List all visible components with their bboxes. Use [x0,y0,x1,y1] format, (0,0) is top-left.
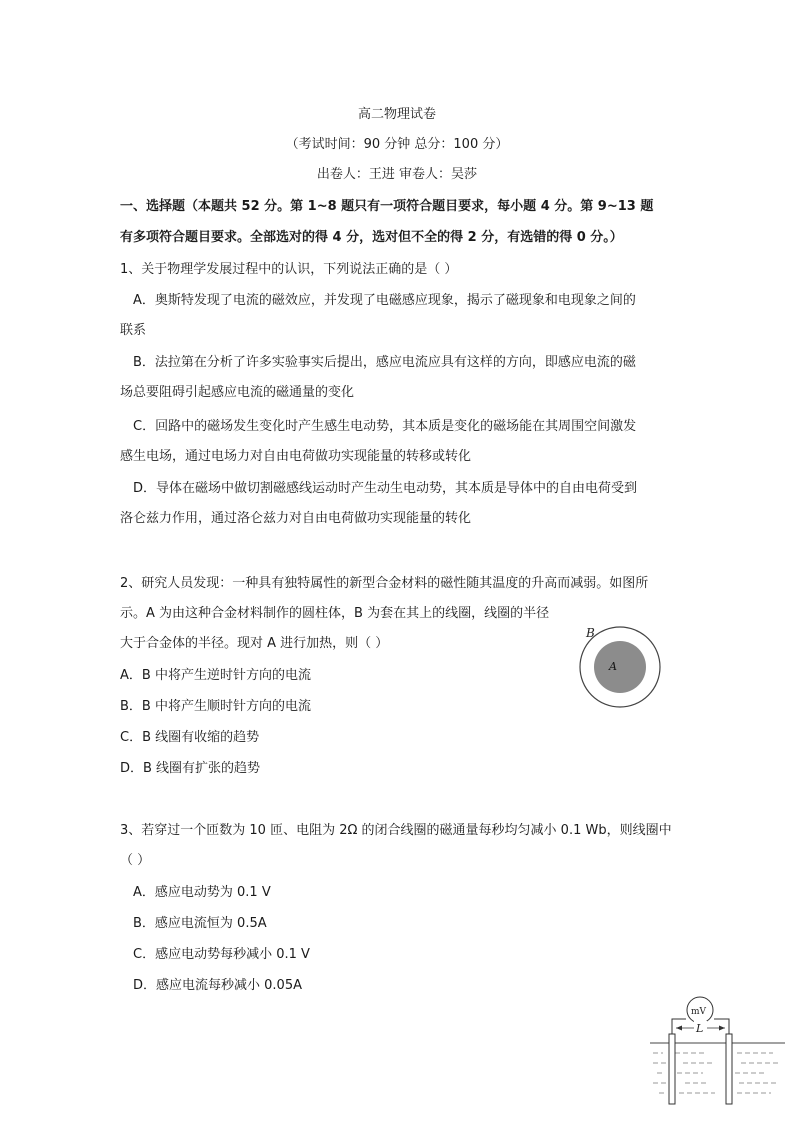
electrodes-figure [645,988,790,1108]
q3-option-b: B．感应电流恒为 0.5A [133,916,267,931]
q3-option-a: A．感应电动势为 0.1 V [133,885,271,900]
q3-option-c: C．感应电动势每秒减小 0.1 V [133,947,310,962]
coil-cylinder-figure [574,622,674,712]
length-label: L [696,1022,704,1035]
author-info: 出卷人：王进 审卷人：吴莎 [316,167,478,182]
page-title: 高二物理试卷 [357,107,436,122]
q1-option-d-line-1: D．导体在磁场中做切割磁感线运动时产生动生电动势，其本质是导体中的自由电荷受到 [133,481,638,496]
dimension-arrow-left [676,1026,682,1031]
q2-stem-line-2: 示。A 为由这种合金材料制作的圆柱体，B 为套在其上的线圈，线圈的半径 [120,606,550,621]
q1-option-c-line-1: C．回路中的磁场发生变化时产生感生电动势，其本质是变化的磁场能在其周围空间激发 [133,419,637,434]
q2-option-c: C．B 线圈有收缩的趋势 [120,730,260,745]
meter-label: mV [691,1007,707,1017]
q3-stem-line-2: （ ） [120,853,151,868]
exam-info: （考试时间：90 分钟 总分：100 分） [285,137,509,152]
q2-stem-line-1: 2、研究人员发现：一种具有独特属性的新型合金材料的磁性随其温度的升高而减弱。如图所 [120,576,649,591]
dimension-arrow-right [719,1026,725,1031]
right-electrode [726,1034,732,1104]
q1-option-a-line-1: A．奥斯特发现了电流的磁效应，并发现了电磁感应现象，揭示了磁现象和电现象之间的 [133,293,636,308]
q1-option-c-line-2: 感生电场，通过电场力对自由电荷做功实现能量的转移或转化 [120,449,472,464]
section-heading-line-1: 一、选择题（本题共 52 分。第 1~8 题只有一项符合题目要求，每小题 4 分。第 9~13 题 [120,199,654,214]
q2-option-b: B．B 中将产生顺时针方向的电流 [120,699,311,714]
label-b: B [586,626,595,640]
q1-option-b-line-2: 场总要阻碍引起感应电流的磁通量的变化 [120,385,355,400]
q3-stem-line-1: 3、若穿过一个匝数为 10 匝、电阻为 2Ω 的闭合线圈的磁通量每秒均匀减小 0.1 Wb，则线圈中 [120,823,672,838]
q1-option-a-line-2: 联系 [120,323,147,338]
q3-option-d: D．感应电流每秒减小 0.05A [133,978,302,993]
q1-stem: 1、关于物理学发展过程中的认识，下列说法正确的是（ ） [120,262,458,277]
label-a: A [609,660,617,673]
q2-stem-line-3: 大于合金体的半径。现对 A 进行加热，则（ ） [120,636,389,651]
left-electrode [669,1034,675,1104]
cylinder-a [594,641,646,693]
q1-option-b-line-1: B．法拉第在分析了许多实验事实后提出，感应电流应具有这样的方向，即感应电流的磁 [133,355,636,370]
q2-option-d: D．B 线圈有扩张的趋势 [120,761,261,776]
section-heading-line-2: 有多项符合题目要求。全部选对的得 4 分，选对但不全的得 2 分，有选错的得 0 分。） [120,230,623,245]
q2-option-a: A．B 中将产生逆时针方向的电流 [120,668,311,683]
q1-option-d-line-2: 洛仑兹力作用，通过洛仑兹力对自由电荷做功实现能量的转化 [120,511,472,526]
